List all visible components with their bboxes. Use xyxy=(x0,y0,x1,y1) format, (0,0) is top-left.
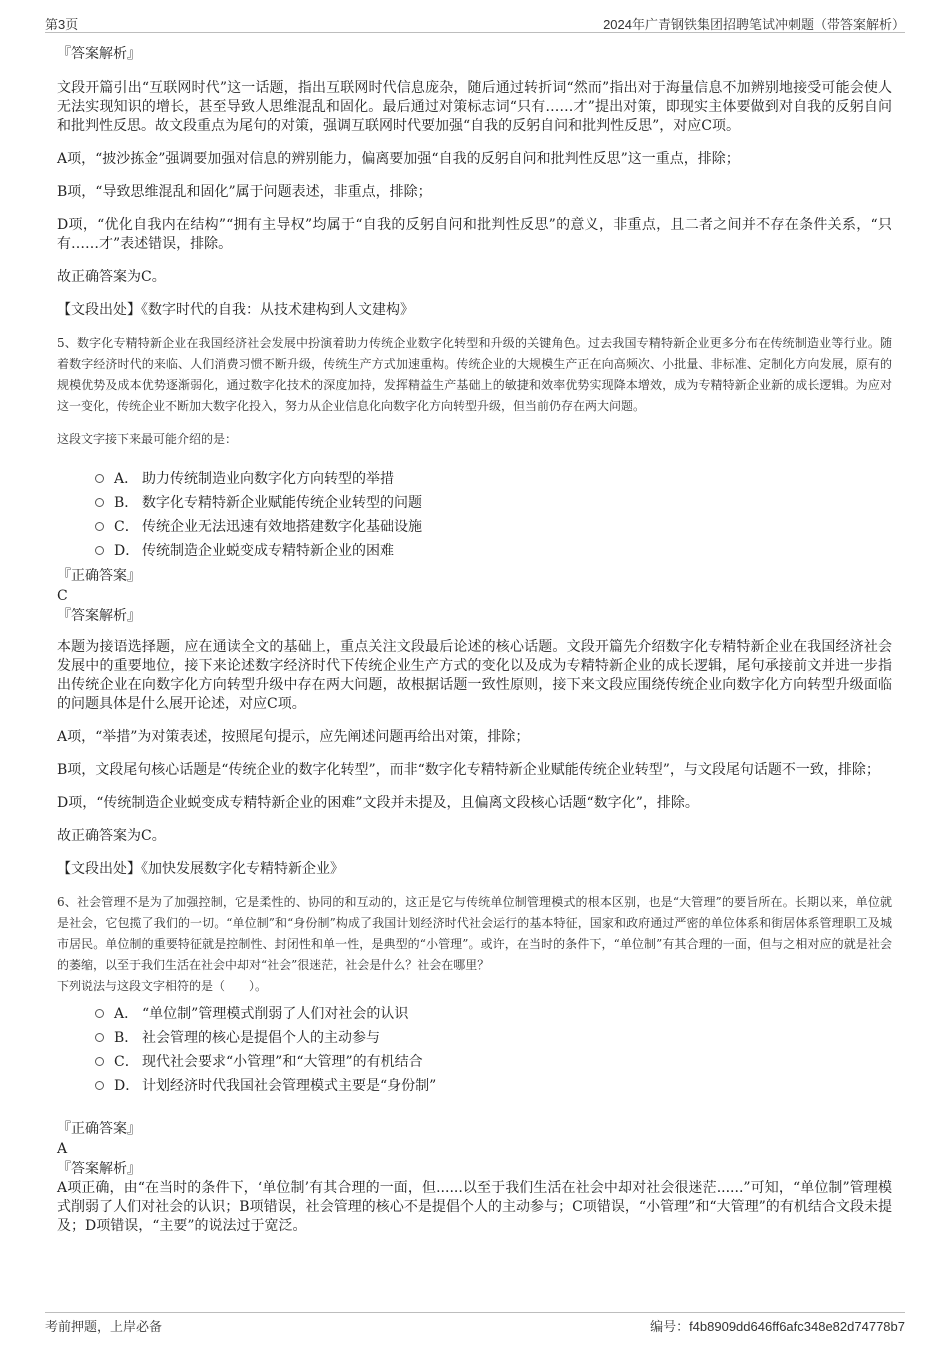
option-letter: B． xyxy=(114,1030,139,1046)
q5-analysis-d: D项，“传统制造企业蜕变成专精特新企业的困难”文段并未提及，且偏离文段核心话题“数字化”，排除。 xyxy=(57,795,699,811)
q4-analysis-b: B项，“导致思维混乱和固化”属于问题表述，非重点，排除； xyxy=(57,184,432,200)
radio-icon[interactable] xyxy=(95,1057,104,1066)
radio-icon[interactable] xyxy=(95,1081,104,1090)
q6-question: 6、社会管理不是为了加强控制，它是柔性的、协同的和互动的，这正是它与传统单位制管理模式的根本区别，也是“大管理”的要旨所在。长期以来，单位就是社会，它包揽了我们的一切。“单位制”和“身份制”构成了我国计划经济时代社会运行的基本特征，国家和政府通过严密的单位体系和街居体系管理职工及城市居民。单位制的重要特征就是控制性、封闭性和单一性，是典型的“小管理”。或许，在当时的条件下，“单位制”有其合理的一面，但与之相对应的就是社会的萎缩，以至于我们生活在社会中却对“社会”很迷茫，社会是什么？社会在哪里？ xyxy=(57,895,892,972)
radio-icon[interactable] xyxy=(95,1009,104,1018)
option-letter: A． xyxy=(114,471,139,487)
q4-analysis-label: 『答案解析』 xyxy=(57,46,141,62)
q4-analysis-d: D项，“优化自我内在结构”“拥有主导权”均属于“自我的反躬自问和批判性反思”的意义，非重点，且二者之间并不存在条件关系，“只有……才”表述错误，排除。 xyxy=(57,217,892,252)
q5-option-a[interactable] xyxy=(95,466,892,490)
q6-analysis-label: 『答案解析』 xyxy=(57,1161,141,1177)
q5-option-d[interactable] xyxy=(95,538,892,562)
option-text: 助力传统制造业向数字化方向转型的举措 xyxy=(142,471,394,487)
page-content xyxy=(57,44,892,1236)
q5-final-answer: 故正确答案为C。 xyxy=(57,828,166,844)
q5-answer-label: 『正确答案』 xyxy=(57,568,141,584)
page-footer xyxy=(45,1312,905,1335)
option-text: 现代社会要求“小管理”和“大管理”的有机结合 xyxy=(142,1054,423,1070)
q6-answer: A xyxy=(57,1141,68,1157)
footer-slogan: 考前押题，上岸必备 xyxy=(45,1319,163,1334)
option-text: 传统制造企业蜕变成专精特新企业的困难 xyxy=(142,543,394,559)
page-number: 第3页 xyxy=(45,17,79,32)
q6-option-b[interactable] xyxy=(95,1025,892,1049)
radio-icon[interactable] xyxy=(95,546,104,555)
option-letter: D． xyxy=(114,1078,140,1094)
document-title: 2024年广青钢铁集团招聘笔试冲刺题（带答案解析） xyxy=(603,17,905,32)
q5-answer: C xyxy=(57,588,68,604)
q5-option-c[interactable] xyxy=(95,514,892,538)
radio-icon[interactable] xyxy=(95,498,104,507)
q5-analysis: 本题为接语选择题，应在通读全文的基础上，重点关注文段最后论述的核心话题。文段开篇先介绍数字化专精特新企业在我国经济社会发展中的重要地位，接下来论述数字经济时代下传统企业生产方式的变化以及成为专精特新企业的成长逻辑，尾句承接前文并进一步指出传统企业在向数字化方向转型升级中存在两大问题，故根据话题一致性原则，接下来文段应围绕传统企业向数字化方向转型升级面临的问题具体是什么展开论述，对应C项。 xyxy=(57,639,892,712)
q4-final-answer: 故正确答案为C。 xyxy=(57,269,166,285)
option-text: 传统企业无法迅速有效地搭建数字化基础设施 xyxy=(142,519,422,535)
q5-prompt: 这段文字接下来最可能介绍的是： xyxy=(57,432,238,446)
q6-option-c[interactable] xyxy=(95,1049,892,1073)
q6-prompt: 下列说法与这段文字相符的是（ ）。 xyxy=(57,979,268,993)
q6-option-d[interactable] xyxy=(95,1073,892,1097)
q5-analysis-a: A项，“举措”为对策表述，按照尾句提示，应先阐述问题再给出对策，排除； xyxy=(57,729,530,745)
option-letter: C． xyxy=(114,1054,139,1070)
q5-question: 5、数字化专精特新企业在我国经济社会发展中扮演着助力传统企业数字化转型和升级的关键角色。过去我国专精特新企业更多分布在传统制造业等行业。随着数字经济时代的来临、人们消费习惯不断升级，传统生产方式加速重构。传统企业的大规模生产正在向高频次、小批量、非标准、定制化方向发展，原有的规模优势及成本优势逐渐弱化，通过数字化技术的深度加持，发挥精益生产基础上的敏捷和效率优势实现降本增效，成为专精特新企业新的成长逻辑。为应对这一变化，传统企业不断加大数字化投入，努力从企业信息化向数字化方向转型升级，但当前仍存在两大问题。 xyxy=(57,336,892,413)
q5-option-b[interactable] xyxy=(95,490,892,514)
option-letter: D． xyxy=(114,543,140,559)
radio-icon[interactable] xyxy=(95,1033,104,1042)
q4-source: 【文段出处】《数字时代的自我：从技术建构到人文建构》 xyxy=(57,302,414,318)
q5-analysis-label: 『答案解析』 xyxy=(57,608,141,624)
q4-analysis: 文段开篇引出“互联网时代”这一话题，指出互联网时代信息庞杂，随后通过转折词“然而”指出对于海量信息不加辨别地接受可能会使人无法实现知识的增长，甚至导致人思维混乱和固化。最后通过对策标志词“只有……才”提出对策，即现实主体要做到对自我的反躬自问和批判性反思。故文段重点为尾句的对策，强调互联网时代要加强“自我的反躬自问和批判性反思”，对应C项。 xyxy=(57,80,892,134)
option-text: “单位制”管理模式削弱了人们对社会的认识 xyxy=(142,1006,409,1022)
option-text: 数字化专精特新企业赋能传统企业转型的问题 xyxy=(142,495,422,511)
option-text: 计划经济时代我国社会管理模式主要是“身份制” xyxy=(142,1078,437,1094)
option-letter: C． xyxy=(114,519,139,535)
q6-option-a[interactable] xyxy=(95,1001,892,1025)
q4-analysis-a: A项，“披沙拣金”强调要加强对信息的辨别能力，偏离要加强“自我的反躬自问和批判性反思”这一重点，排除； xyxy=(57,151,740,167)
q5-source: 【文段出处】《加快发展数字化专精特新企业》 xyxy=(57,861,344,877)
page-header xyxy=(45,12,905,33)
q6-analysis: A项正确，由“在当时的条件下，‘单位制’有其合理的一面，但......以至于我们生活在社会中却对社会很迷茫......”可知，“单位制”管理模式削弱了人们对社会的认识；B项错误，社会管理的核心不是提倡个人的主动参与；C项错误，“小管理”和“大管理”的有机结合文段未提及；D项错误，“主要”的说法过于宽泛。 xyxy=(57,1180,892,1234)
q6-answer-label: 『正确答案』 xyxy=(57,1121,141,1137)
q5-options xyxy=(95,466,892,562)
option-letter: A． xyxy=(114,1006,139,1022)
q6-options xyxy=(95,1001,892,1097)
option-letter: B． xyxy=(114,495,139,511)
radio-icon[interactable] xyxy=(95,522,104,531)
radio-icon[interactable] xyxy=(95,474,104,483)
q5-analysis-b: B项，文段尾句核心话题是“传统企业的数字化转型”，而非“数字化专精特新企业赋能传统企业转型”，与文段尾句话题不一致，排除； xyxy=(57,762,880,778)
option-text: 社会管理的核心是提倡个人的主动参与 xyxy=(142,1030,380,1046)
document-code: 编号：f4b8909dd646ff6afc348e82d74778b7 xyxy=(650,1319,905,1334)
